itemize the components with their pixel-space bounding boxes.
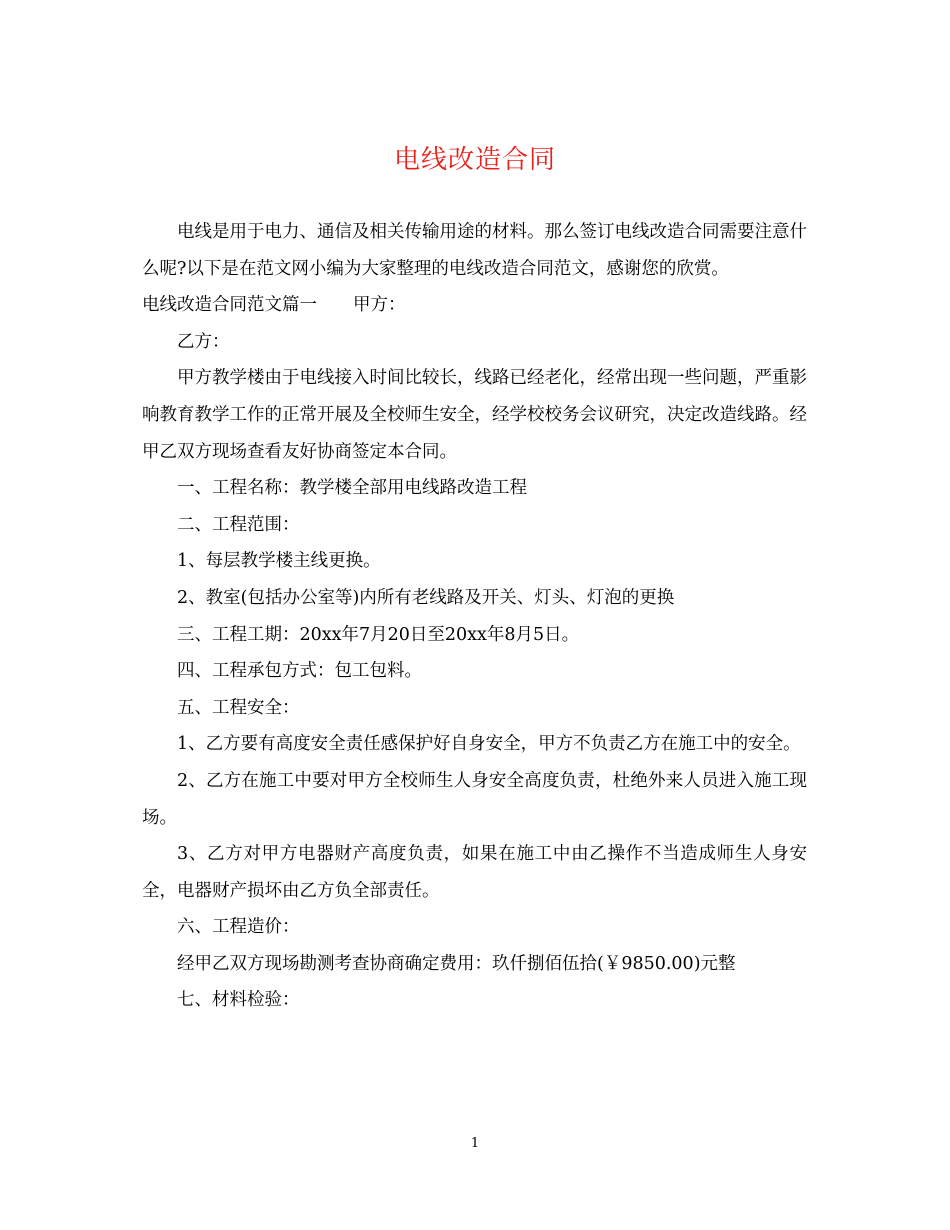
safety-item-1: 1、乙方要有高度安全责任感保护好自身安全，甲方不负责乙方在施工中的安全。 bbox=[177, 734, 801, 755]
party-b-label: 乙方： bbox=[177, 331, 230, 352]
section-project-cost: 六、工程造价： bbox=[177, 917, 300, 938]
page-number: 1 bbox=[470, 1136, 480, 1151]
section-project-scope: 二、工程范围： bbox=[177, 514, 300, 535]
intro-paragraph: 电线是用于电力、通信及相关传输用途的材料。那么签订电线改造合同需要注意什么呢?以下是在范文网小编为大家整理的电线改造合同范文，感谢您的欣赏。 bbox=[142, 222, 807, 279]
section-contract-method: 四、工程承包方式：包工包料。 bbox=[177, 661, 422, 682]
section-material-inspection: 七、材料检验： bbox=[177, 990, 300, 1011]
sample-heading-line bbox=[142, 287, 807, 324]
document-body bbox=[142, 214, 807, 1019]
section-project-safety: 五、工程安全： bbox=[177, 697, 300, 718]
party-a-label: 甲方： bbox=[353, 295, 406, 316]
section-project-period: 三、工程工期：20xx年7月20日至20xx年8月5日。 bbox=[177, 624, 580, 645]
section-project-name: 一、工程名称：教学楼全部用电线路改造工程 bbox=[177, 478, 527, 499]
document-title: 电线改造合同 bbox=[393, 145, 556, 175]
sample-heading: 电线改造合同范文篇一 bbox=[142, 295, 317, 316]
scope-item-1: 1、每层教学楼主线更换。 bbox=[177, 551, 381, 572]
background-paragraph: 甲方教学楼由于电线接入时间比较长，线路已经老化，经常出现一些问题，严重影响教育教学工作的正常开展及全校师生安全，经学校校务会议研究，决定改造线路。经甲乙双方现场查看友好协商签定本合同。 bbox=[142, 368, 807, 462]
safety-item-2: 2、乙方在施工中要对甲方全校师生人身安全高度负责，杜绝外来人员进入施工现场。 bbox=[142, 770, 807, 828]
scope-item-2: 2、教室(包括办公室等)内所有老线路及开关、灯头、灯泡的更换 bbox=[177, 587, 675, 608]
cost-paragraph: 经甲乙双方现场勘测考查协商确定费用：玖仟捌佰伍拾(￥9850.00)元整 bbox=[177, 953, 736, 974]
safety-item-3: 3、乙方对甲方电器财产高度负责，如果在施工中由乙操作不当造成师生人身安全，电器财产损坏由乙方负全部责任。 bbox=[142, 844, 807, 901]
